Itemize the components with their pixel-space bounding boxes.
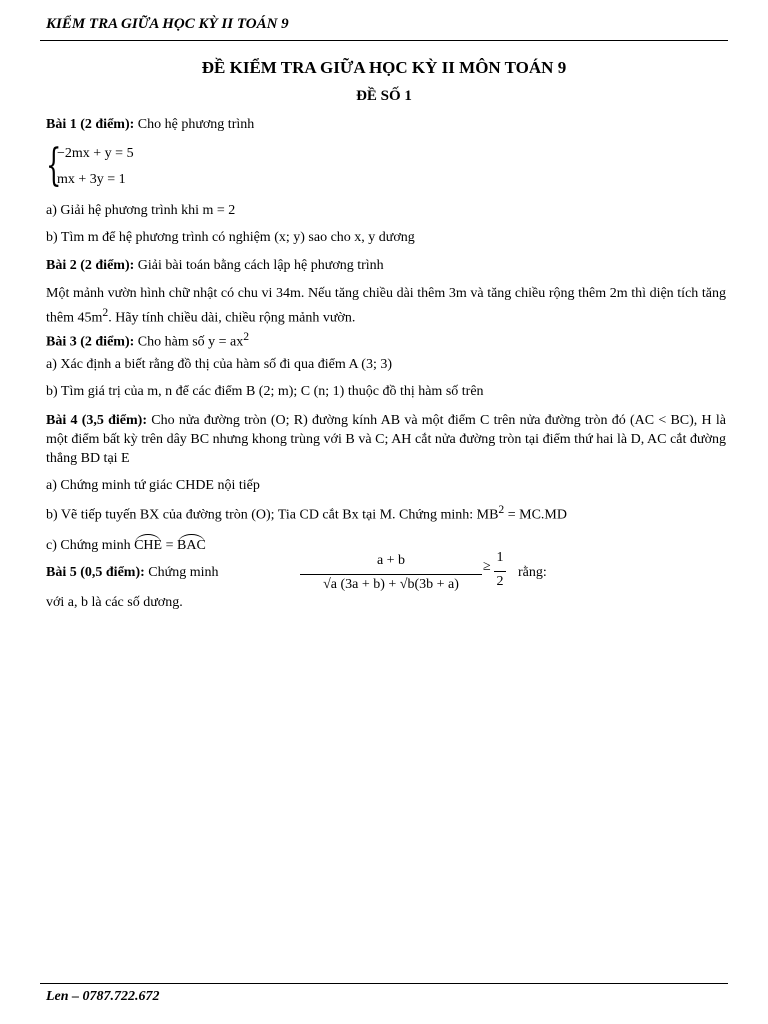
bai4-b-text: b) Vẽ tiếp tuyến BX của đường tròn (O); Tia CD cắt Bx tại M. Chứng minh: MB [46, 507, 499, 523]
half-denominator: 2 [496, 574, 504, 589]
bai2-label: Bài 2 (2 điểm): [46, 258, 135, 273]
bai3-label: Bài 3 (2 điểm): [46, 334, 135, 350]
angle-che: CHE [134, 538, 163, 553]
bai4-part-b [46, 503, 726, 524]
fraction-bar [300, 574, 482, 575]
bai5-line2: với a, b là các số dương. [46, 595, 183, 610]
bai3-part-a: a) Xác định a biết rằng đồ thị của hàm số đi qua điểm A (3; 3) [46, 357, 393, 372]
half-bar [494, 571, 506, 572]
page-footer: Len – 0787.722.672 [46, 989, 160, 1004]
footer-rule [40, 983, 728, 984]
bai4-b-sup: 2 [498, 503, 505, 516]
bai4-b-end: = MC.MD [504, 507, 567, 523]
bai2-heading [46, 258, 726, 274]
half-numerator: 1 [496, 550, 504, 565]
bai5-text: Chứng minh [144, 565, 219, 580]
bai3-text: Cho hàm số y = ax [134, 334, 244, 350]
bai4-part-a: a) Chứng minh tứ giác CHDE nội tiếp [46, 478, 260, 493]
bai4-c-eq: = [162, 538, 177, 553]
fraction-denominator: √a (3a + b) + √b(3b + a) [323, 577, 459, 592]
fraction-numerator: a + b [376, 553, 406, 568]
bai5-fraction [298, 553, 484, 599]
bai2-p2: . Hãy tính chiều dài, chiều rộng mảnh vườn. [108, 310, 356, 326]
bai4-text: Cho nửa đường tròn (O; R) đường kính AB và một điểm C trên nửa đường tròn đó (AC < BC), H là một điểm bất kỳ trên dây BC nhưng khong trùng với B và C; AH cắt nửa đường tròn tại điểm thứ hai là D, AC cắt đường thẳng BD tại E [46, 413, 726, 466]
bai3-sup: 2 [243, 330, 250, 343]
bai4-c-text: c) Chứng minh [46, 538, 135, 553]
bai4-paragraph [46, 411, 726, 468]
bai2-p1: Một mảnh vườn hình chữ nhật có chu vi 34m. Nếu tăng chiều dài thêm 3m và tăng chiều rộng thêm 2m thì diện tích tăng thêm 45m [46, 286, 726, 326]
bai1-heading [46, 117, 726, 133]
page-title: ĐỀ KIỂM TRA GIỮA HỌC KỲ II MÔN TOÁN 9 [201, 58, 567, 77]
bai1-part-b: b) Tìm m để hệ phương trình có nghiệm (x; y) sao cho x, y dương [46, 230, 415, 245]
header-rule [40, 40, 728, 41]
bai3-part-b: b) Tìm giá trị của m, n để các điểm B (2; m); C (n; 1) thuộc đồ thị hàm số trên [46, 384, 484, 399]
bai2-paragraph [46, 284, 726, 328]
bai3-heading [46, 330, 726, 351]
equation-1: −2mx + y = 5 [57, 146, 134, 161]
page-subtitle: ĐỀ SỐ 1 [356, 88, 412, 104]
equation-2: mx + 3y = 1 [57, 172, 126, 187]
bai2-sup: 2 [102, 306, 109, 319]
bai5-rang: rằng: [518, 565, 547, 580]
bai1-text: Cho hệ phương trình [134, 117, 255, 132]
bai4-label: Bài 4 (3,5 điểm): [46, 413, 147, 428]
bai5-label: Bài 5 (0,5 điểm): [46, 565, 145, 580]
equation-system [46, 141, 206, 193]
bai1-label: Bài 1 (2 điểm): [46, 117, 135, 132]
bai2-text: Giải bài toán bằng cách lập hệ phương trình [134, 258, 384, 273]
page-header: KIỂM TRA GIỮA HỌC KỲ II TOÁN 9 [46, 16, 289, 32]
relation-symbol: ≥ [483, 559, 491, 574]
system-brace: { [46, 140, 62, 191]
angle-bac: BAC [177, 538, 206, 553]
bai4-part-c [46, 538, 726, 554]
bai1-part-a: a) Giải hệ phương trình khi m = 2 [46, 203, 236, 218]
